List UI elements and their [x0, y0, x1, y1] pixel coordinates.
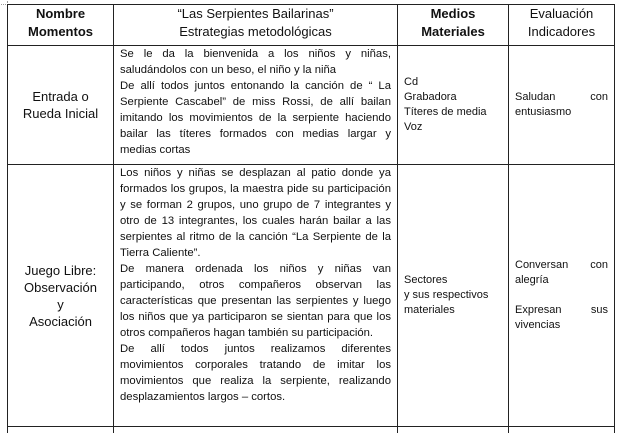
header-media-label: Medios: [404, 5, 502, 23]
indicators-cell: [509, 165, 615, 427]
moment-line: Observación: [14, 279, 107, 296]
strategy-paragraph: De allí todos juntos entonando la canción de “ La Serpiente Cascabel” de miss Rossi, de allí bailan imitando los movimientos de la serpiente haciendo bailar las títeres formados con medias largar y medias cortas: [120, 78, 391, 158]
material-item: Cd: [404, 75, 502, 90]
strategy-paragraph: De manera ordenada los niños y niñas van participando, otros compañeros observan las características que presentan las serpientes y luego los niños que ya participaron se sientan para que los otros compañeros hagan también su participación.: [120, 261, 391, 341]
moment-line: Juego Libre:: [14, 262, 107, 279]
lesson-plan-table: [7, 4, 615, 433]
empty-cell: [8, 427, 114, 433]
empty-cell: [398, 427, 509, 433]
moment-line: y: [14, 296, 107, 313]
header-moments: [8, 5, 114, 46]
moment-line: Asociación: [14, 313, 107, 330]
header-materials-label: Materiales: [404, 23, 502, 41]
header-strategies: [114, 5, 398, 46]
header-name-label: Nombre: [14, 5, 107, 23]
strategy-cell: [114, 46, 398, 165]
header-evaluation-label: Evaluación: [515, 5, 608, 23]
material-item: Grabadora: [404, 90, 502, 105]
material-item: Sectores: [404, 273, 502, 288]
table-row: [8, 46, 615, 165]
header-indicators-label: Indicadores: [515, 23, 608, 41]
header-row: [8, 5, 615, 46]
empty-cell: [114, 427, 398, 433]
indicators-cell: [509, 46, 615, 165]
moment-line: Rueda Inicial: [14, 105, 107, 122]
activity-title: “Las Serpientes Bailarinas”: [120, 5, 391, 23]
indicator-spacer: [515, 288, 608, 303]
materials-cell: [398, 165, 509, 427]
empty-cell: [509, 427, 615, 433]
strategy-paragraph: De allí todos juntos realizamos diferentes movimientos corporales tratando de imitar los movimientos que realiza la serpiente, realizando desplazamientos largos – cortos.: [120, 341, 391, 405]
indicator-item: Expresan sus vivencias: [515, 303, 608, 333]
moment-line: Entrada o: [14, 88, 107, 105]
material-item: materiales: [404, 303, 502, 318]
header-evaluation: [509, 5, 615, 46]
header-materials: [398, 5, 509, 46]
table-row-cutoff: [8, 427, 615, 433]
material-item: Títeres de media: [404, 105, 502, 120]
material-item: y sus respectivos: [404, 288, 502, 303]
indicator-item: Conversan con alegría: [515, 258, 608, 288]
header-strategies-label: Estrategias metodológicas: [120, 23, 391, 41]
strategy-paragraph: Se le da la bienvenida a los niños y niñas, saludándolos con un beso, el niño y la niña: [120, 46, 391, 78]
materials-cell: [398, 46, 509, 165]
strategy-paragraph: Los niños y niñas se desplazan al patio donde ya formados los grupos, la maestra pide su participación y se forman 2 grupos, uno grupo de 7 integrantes y otro de 13 integrantes, los cuales harán bailar a las serpientes al ritmo de la canción “La Serpiente de la Tierra Caliente”.: [120, 165, 391, 261]
indicator-item: Saludan con entusiasmo: [515, 90, 608, 120]
table-row: [8, 165, 615, 427]
moment-cell: [8, 165, 114, 427]
header-moments-label: Momentos: [14, 23, 107, 41]
moment-cell: [8, 46, 114, 165]
material-item: Voz: [404, 120, 502, 135]
strategy-cell: [114, 165, 398, 427]
